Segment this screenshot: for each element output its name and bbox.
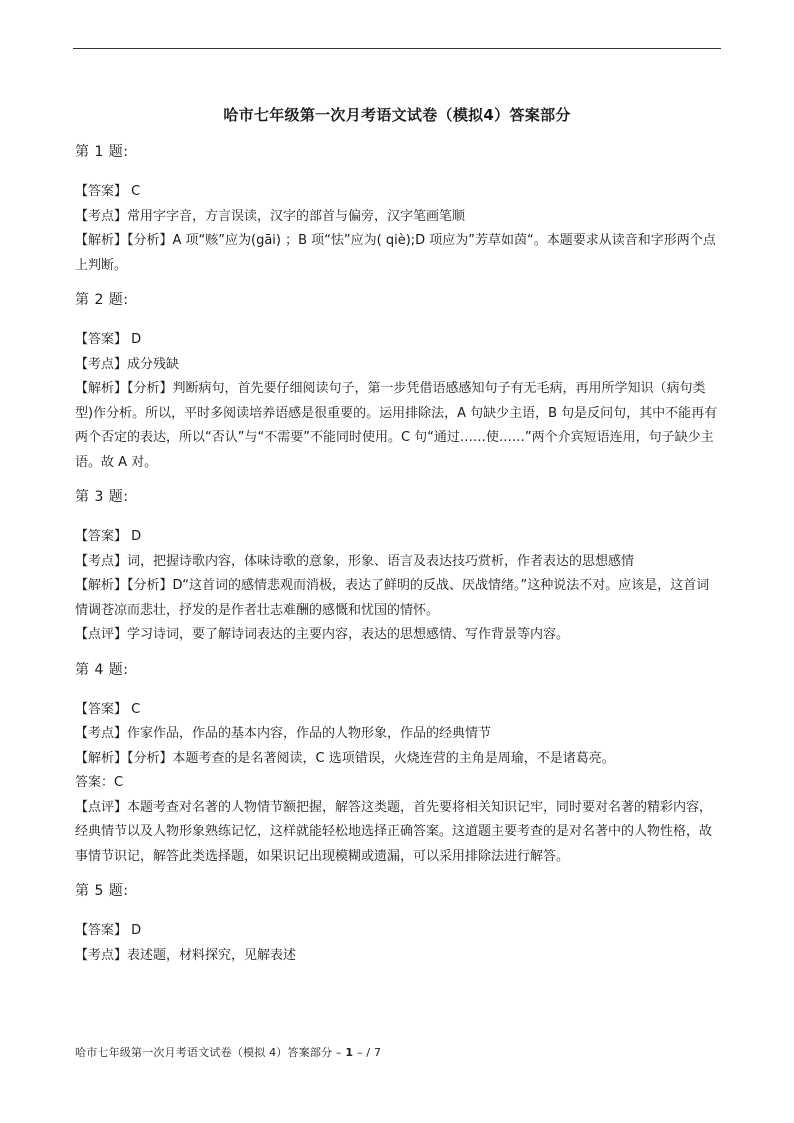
line-text: 【分析】本题考查的是名著阅读，C 选项错误，火烧连营的主角是周瑜，不是诸葛亮。 <box>127 750 615 766</box>
line-text: 【分析】A 项“赅”应为(gāi) ；B 项“怯”应为( qiè);D 项应为”芳草如茵“。本题要求从读音和字形两个点上判断。 <box>75 233 716 273</box>
line-text: C <box>127 701 141 717</box>
line-label: 【解析】 <box>75 233 128 248</box>
line-label: 【考点】 <box>75 356 128 372</box>
line-label: 【答案】 <box>75 184 128 199</box>
line-text: D <box>127 923 142 938</box>
line-text: D <box>127 332 142 347</box>
question-heading: 第 5 题: <box>75 883 129 899</box>
line-text: 学习诗词，要了解诗词表达的主要内容，表达的思想感情、写作背景等内容。 <box>127 627 570 642</box>
analysis-line <box>75 574 720 623</box>
line-text: D <box>127 529 142 544</box>
line-label: 【解析】 <box>75 578 128 593</box>
line-label: 【考点】 <box>75 208 128 224</box>
line-text: 词，把握诗歌内容，体味诗歌的意象，形象、语言及表达技巧赏析，作者表达的思想感情 <box>127 553 635 569</box>
line-label: 【点评】 <box>75 799 128 815</box>
answer-line <box>75 698 720 723</box>
line-label: 【考点】 <box>75 726 128 741</box>
line-label: 【考点】 <box>75 553 128 569</box>
line-label: 【点评】 <box>75 627 128 642</box>
page-number: 1 <box>345 1046 354 1059</box>
analysis-line <box>75 747 720 772</box>
knowledge-point-line <box>75 550 720 575</box>
comment-line <box>75 796 720 870</box>
answer-line <box>75 919 720 944</box>
line-label: 【答案】 <box>75 923 128 938</box>
line-text: 表述题，材料探究，见解表述 <box>127 947 297 963</box>
answer-line <box>75 328 720 353</box>
answer-line <box>75 525 720 550</box>
question-1 <box>75 142 720 278</box>
analysis-line <box>75 377 720 475</box>
line-text: 本题考查对名著的人物情节额把握，解答这类题，首先要将相关知识记牢，同时要对名著的精彩内容，经典情节以及人物形象熟练记忆，这样就能轻松地选择正确答案。这道题主要考查的是对名著中的人物性格，故事情节识记，解答此类选择题，如果识记出现模糊或遗漏，可以采用排除法进行解答。 <box>75 799 713 864</box>
line-label: 【解析】 <box>75 750 128 766</box>
answer-content <box>75 142 720 980</box>
page-footer <box>75 1044 381 1060</box>
question-5 <box>75 881 720 968</box>
question-heading: 第 2 题: <box>75 292 129 308</box>
line-text: 成分残缺 <box>127 356 180 372</box>
comment-line <box>75 623 720 648</box>
knowledge-point-line <box>75 722 720 747</box>
line-label: 【答案】 <box>75 332 128 347</box>
line-label: 【答案】 <box>75 529 128 544</box>
analysis-line <box>75 229 720 278</box>
line-text: C <box>127 184 141 199</box>
line-text: 作家作品，作品的基本内容，作品的人物形象，作品的经典情节 <box>127 726 492 741</box>
question-2 <box>75 290 720 475</box>
knowledge-point-line <box>75 353 720 378</box>
page-title: 哈市七年级第一次月考语文试卷（模拟4）答案部分 <box>223 106 571 124</box>
question-heading: 第 3 题: <box>75 489 129 505</box>
line-text: 常用字字音，方言误读，汉字的部首与偏旁，汉字笔画笔顺 <box>127 208 466 224</box>
knowledge-point-line <box>75 944 720 969</box>
question-heading: 第 4 题: <box>75 661 129 678</box>
line-text: 答案：C <box>75 775 124 790</box>
line-label: 【考点】 <box>75 947 128 963</box>
question-4 <box>75 660 720 870</box>
header-rule <box>73 48 721 49</box>
line-text: 【分析】D“这首词的感情悲观而消极，表达了鲜明的反战、厌战情绪。”这种说法不对。应该是，这首词情调苍凉而悲壮，抒发的是作者壮志难酬的感慨和忧国的情怀。 <box>75 578 710 618</box>
footer-title: 哈市七年级第一次月考语文试卷（模拟 4）答案部分 – <box>75 1046 346 1059</box>
question-heading: 第 1 题: <box>75 144 129 160</box>
knowledge-point-line <box>75 205 720 230</box>
answer-line <box>75 180 720 205</box>
line-label: 【解析】 <box>75 381 128 396</box>
answer-note-line <box>75 771 720 796</box>
line-text: 【分析】判断病句，首先要仔细阅读句子，第一步凭借语感感知句子有无毛病，再用所学知识（病句类型)作分析。所以，平时多阅读培养语感是很重要的。运用排除法，A 句缺少主语，B 句是反问句，其中不能再有两个否定的表达，所以“否认”与“不需要”不能同时使用。C 句“通过……使……”两个介宾短语连用，句子缺少主语。故 A 对。 <box>75 381 718 470</box>
line-label: 【答案】 <box>75 701 128 717</box>
question-3 <box>75 487 720 648</box>
page-total: – / 7 <box>353 1046 382 1059</box>
